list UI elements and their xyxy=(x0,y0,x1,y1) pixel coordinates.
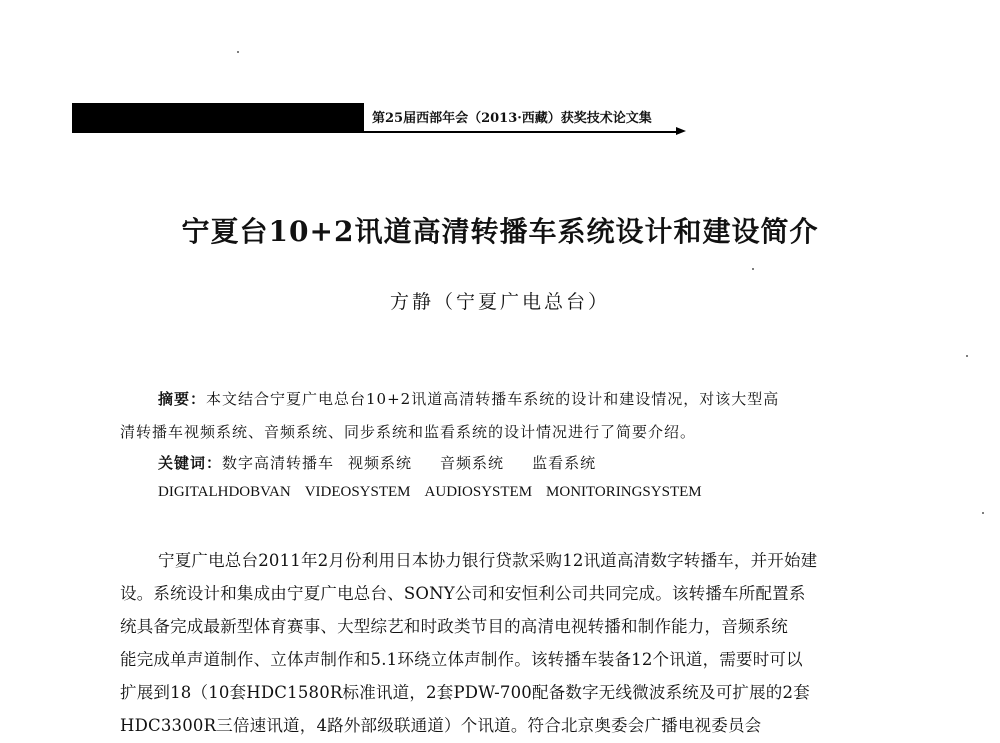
body-line-5: 扩展到18（10套HDC1580R标准讯道，2套PDW-700配备数字无线微波系统及可扩展的2套 xyxy=(120,683,810,702)
keyword-en-3: AUDIOSYSTEM xyxy=(424,484,533,500)
keyword-zh-4: 监看系统 xyxy=(532,454,597,472)
abstract-text-1: 本文结合宁夏广电总台10+2讯道高清转播车系统的设计和建设情况，对该大型高 xyxy=(206,390,780,408)
keyword-zh-3: 音频系统 xyxy=(440,454,505,472)
abstract-label: 摘要： xyxy=(158,390,207,408)
header-rule xyxy=(72,131,680,133)
keywords-en-line xyxy=(158,484,716,501)
scan-speck xyxy=(752,268,754,270)
body-line-2: 设。系统设计和集成由宁夏广电总台、SONY公司和安恒利公司共同完成。该转播车所配置系 xyxy=(120,584,806,603)
keyword-en-4: MONITORINGSYSTEM xyxy=(546,484,702,500)
scan-speck xyxy=(982,512,984,514)
abstract-line-2 xyxy=(120,421,696,442)
scan-speck xyxy=(966,355,968,357)
abstract-line-1 xyxy=(158,388,779,409)
header-black-bar xyxy=(72,103,364,132)
scan-speck xyxy=(237,51,239,53)
keyword-zh-1: 数字高清转播车 xyxy=(222,454,335,472)
keyword-en-2: VIDEOSYSTEM xyxy=(304,484,411,500)
paper-title: 宁夏台10+2讯道高清转播车系统设计和建设简介 xyxy=(181,215,819,248)
keywords-line xyxy=(158,452,596,473)
body-line-1: 宁夏广电总台2011年2月份利用日本协力银行贷款采购12讯道高清数字转播车，并开始建 xyxy=(158,551,818,570)
keyword-en-1: DIGITALHDOBVAN xyxy=(158,484,291,500)
header-rule-arrow xyxy=(676,127,686,135)
author-line: 方静（宁夏广电总台） xyxy=(389,291,610,313)
body-line-4: 能完成单声道制作、立体声制作和5.1环绕立体声制作。该转播车装备12个讯道，需要时可以 xyxy=(120,650,803,669)
keywords-label: 关键词： xyxy=(158,454,223,472)
keyword-zh-2: 视频系统 xyxy=(348,454,413,472)
abstract-text-2: 清转播车视频系统、音频系统、同步系统和监看系统的设计情况进行了简要介绍。 xyxy=(120,423,697,441)
body-line-6: HDC3300R三倍速讯道，4路外部级联通道）个讯道。符合北京奥委会广播电视委员会 xyxy=(120,716,762,735)
body-line-3: 统具备完成最新型体育赛事、大型综艺和时政类节目的高清电视转播和制作能力，音频系统 xyxy=(120,617,788,636)
series-title: 第25届西部年会（2013·西藏）获奖技术论文集 xyxy=(372,111,652,126)
